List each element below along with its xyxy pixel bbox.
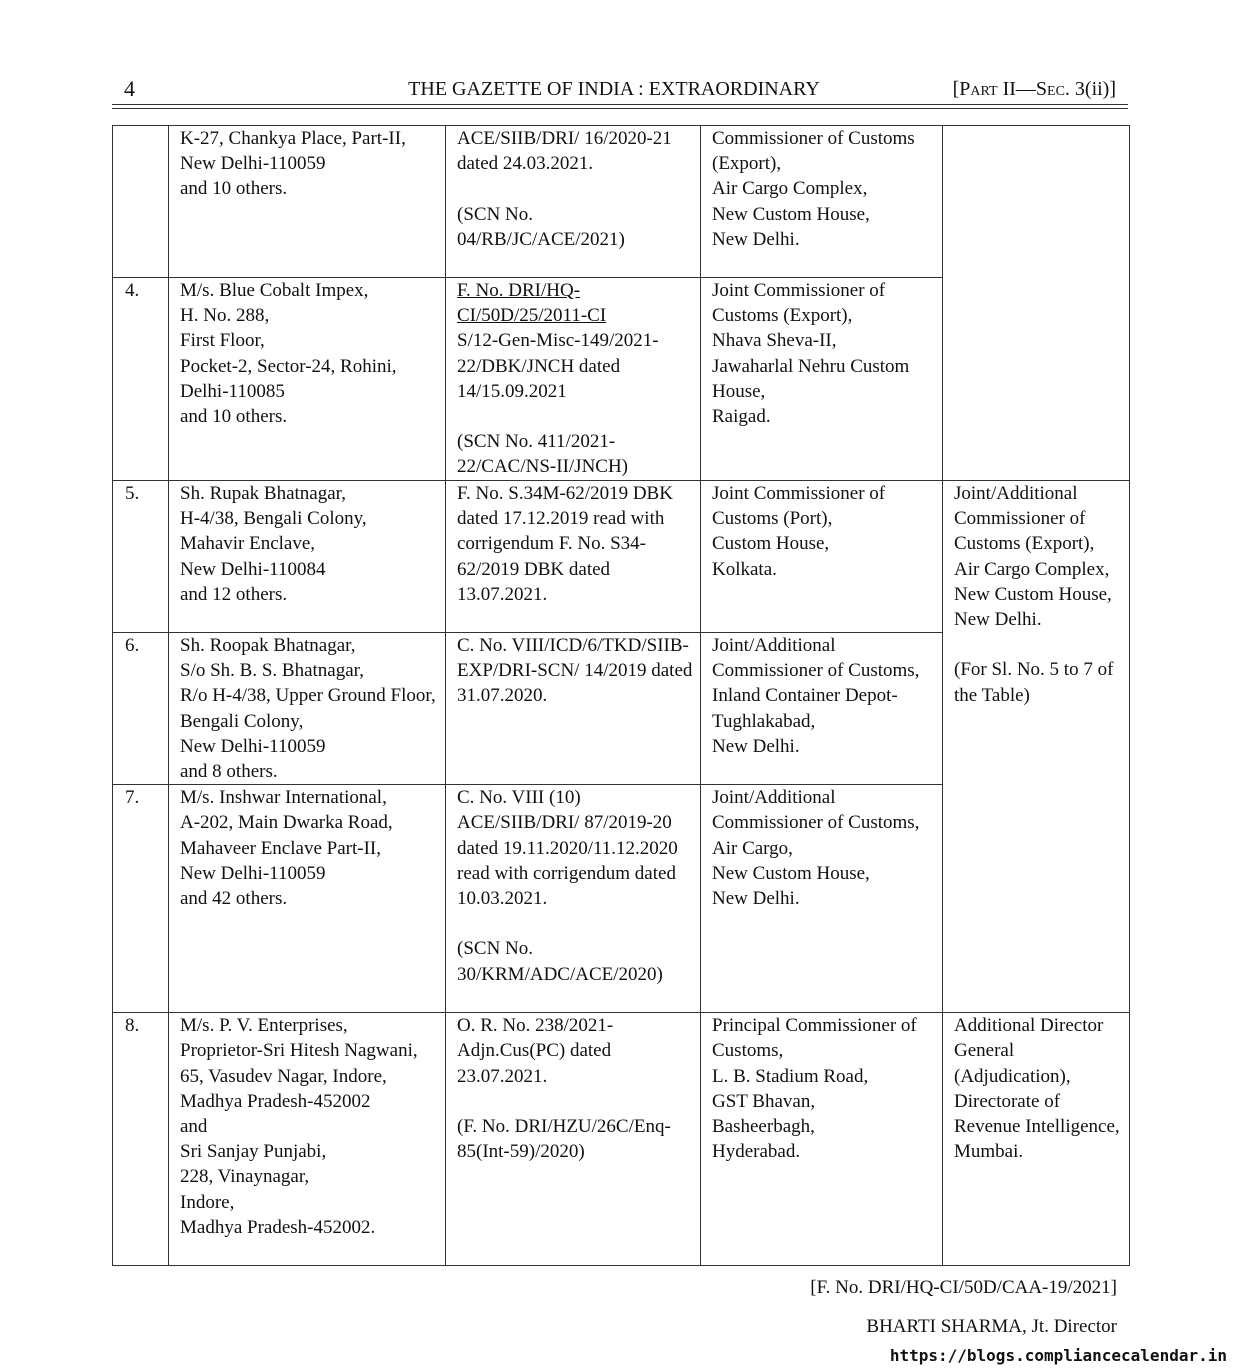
- issuing-authority: Commissioner of Customs (Export), Air Cargo Complex, New Custom House, New Delhi.: [701, 126, 943, 278]
- header-rule: [112, 104, 1128, 105]
- noticee-address: M/s. P. V. Enterprises, Proprietor-Sri Hitesh Nagwani, 65, Vasudev Nagar, Indore, Madhya Pradesh-452002 and Sri Sanjay Punjabi, 228, Vinaynagar, Indore, Madhya Pradesh-452002.: [169, 1013, 446, 1266]
- issuing-authority: Joint Commissioner of Customs (Port), Custom House, Kolkata.: [701, 481, 943, 633]
- order-reference: C. No. VIII (10) ACE/SIIB/DRI/ 87/2019-20 dated 19.11.2020/11.12.2020 read with corrigendum dated 10.03.2021. (SCN No. 30/KRM/ADC/ACE/2020): [446, 785, 701, 1013]
- file-number: [F. No. DRI/HQ-CI/50D/CAA-19/2021]: [810, 1277, 1117, 1298]
- issuing-authority: Principal Commissioner of Customs, L. B. Stadium Road, GST Bhavan, Basheerbagh, Hyderabad.: [701, 1013, 943, 1266]
- serial-number: [113, 126, 169, 278]
- order-reference: O. R. No. 238/2021-Adjn.Cus(PC) dated 23.07.2021. (F. No. DRI/HZU/26C/Enq-85(Int-59)/2020): [446, 1013, 701, 1266]
- adjudicating-authority: Joint/Additional Commissioner of Customs (Export), Air Cargo Complex, New Custom House, New Delhi. (For Sl. No. 5 to 7 of the Table): [943, 481, 1130, 1013]
- serial-number: 4.: [113, 278, 169, 481]
- noticee-address: Sh. Roopak Bhatnagar, S/o Sh. B. S. Bhatnagar, R/o H-4/38, Upper Ground Floor, Bengali Colony, New Delhi-110059 and 8 others.: [169, 633, 446, 785]
- table-row: [113, 481, 1130, 633]
- order-reference: C. No. VIII/ICD/6/TKD/SIIB-EXP/DRI-SCN/ 14/2019 dated 31.07.2020.: [446, 633, 701, 785]
- serial-number: 8.: [113, 1013, 169, 1266]
- part-section-label: [Part II—Sec. 3(ii)]: [952, 78, 1116, 100]
- header-rule: [112, 108, 1128, 109]
- serial-number: 5.: [113, 481, 169, 633]
- issuing-authority: Joint/Additional Commissioner of Customs, Air Cargo, New Custom House, New Delhi.: [701, 785, 943, 1013]
- noticee-address: K-27, Chankya Place, Part-II, New Delhi-110059 and 10 others.: [169, 126, 446, 278]
- watermark-link[interactable]: https://blogs.compliancecalendar.in: [889, 1346, 1227, 1365]
- table-row: [113, 126, 1130, 278]
- noticee-address: M/s. Inshwar International, A-202, Main Dwarka Road, Mahaveer Enclave Part-II, New Delhi-110059 and 42 others.: [169, 785, 446, 1013]
- signatory: BHARTI SHARMA, Jt. Director: [866, 1316, 1117, 1337]
- order-reference: F. No. DRI/HQ-CI/50D/25/2011-CI S/12-Gen-Misc-149/2021-22/DBK/JNCH dated 14/15.09.2021 (SCN No. 411/2021-22/CAC/NS-II/JNCH): [446, 278, 701, 481]
- noticee-address: Sh. Rupak Bhatnagar, H-4/38, Bengali Colony, Mahavir Enclave, New Delhi-110084 and 12 others.: [169, 481, 446, 633]
- serial-number: 6.: [113, 633, 169, 785]
- noticee-address: M/s. Blue Cobalt Impex, H. No. 288, First Floor, Pocket-2, Sector-24, Rohini, Delhi-110085 and 10 others.: [169, 278, 446, 481]
- page-number: 4: [124, 76, 135, 101]
- issuing-authority: Joint Commissioner of Customs (Export), Nhava Sheva-II, Jawaharlal Nehru Custom House, Raigad.: [701, 278, 943, 481]
- order-reference: F. No. S.34M-62/2019 DBK dated 17.12.2019 read with corrigendum F. No. S34-62/2019 DBK dated 13.07.2021.: [446, 481, 701, 633]
- page-header: [112, 76, 1116, 104]
- adjudicating-authority: [943, 126, 1130, 481]
- issuing-authority: Joint/Additional Commissioner of Customs, Inland Container Depot-Tughlakabad, New Delhi.: [701, 633, 943, 785]
- table-row: [113, 1013, 1130, 1266]
- gazette-title: THE GAZETTE OF INDIA : EXTRAORDINARY: [408, 78, 820, 100]
- order-reference: ACE/SIIB/DRI/ 16/2020-21 dated 24.03.2021. (SCN No. 04/RB/JC/ACE/2021): [446, 126, 701, 278]
- serial-number: 7.: [113, 785, 169, 1013]
- adjudicating-authority: Additional Director General (Adjudication), Directorate of Revenue Intelligence, Mumbai.: [943, 1013, 1130, 1266]
- notification-table: [112, 125, 1130, 1266]
